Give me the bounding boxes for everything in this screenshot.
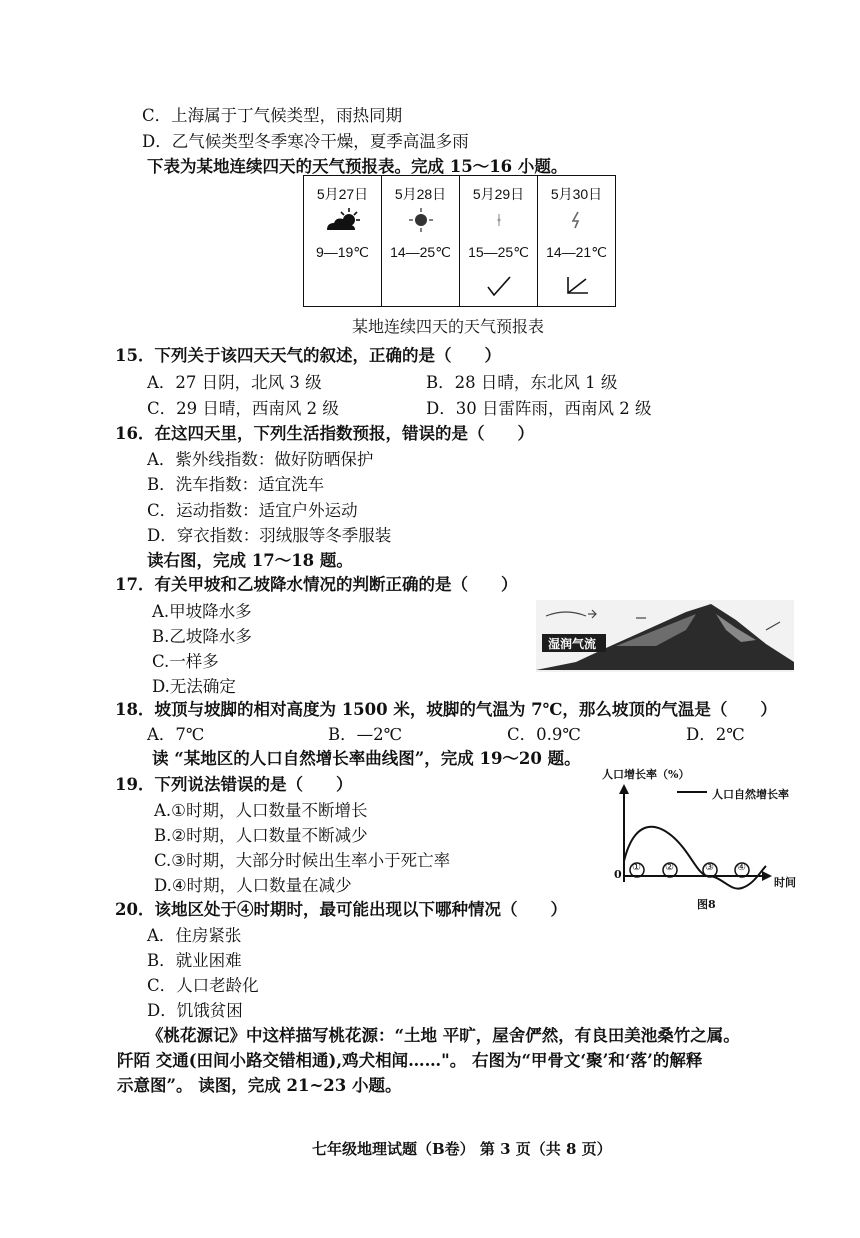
- q18-option-d: D．2℃: [686, 725, 745, 744]
- growth-curve: [624, 827, 766, 889]
- forecast-date: 5月28日: [394, 186, 447, 202]
- q20-option-c: C．人口老龄化: [147, 976, 259, 995]
- q19-option-c: C.③时期，大部分时候出生率小于死亡率: [154, 851, 451, 870]
- forecast-caption: 某地连续四天的天气预报表: [352, 317, 545, 336]
- q18-option-b: B．—2℃: [328, 725, 403, 744]
- chart-origin-label: 0: [614, 868, 622, 881]
- q15-option-a: A．27 日阴，北风 3 级: [147, 373, 322, 392]
- period-label-4: ④: [737, 862, 746, 873]
- forecast-day-3: [460, 176, 538, 307]
- forecast-temp: 9—19℃: [315, 244, 370, 260]
- q17-option-c: C.一样多: [152, 652, 219, 671]
- q16-option-c: C．运动指数：适宜户外运动: [147, 501, 358, 520]
- period-label-3: ③: [705, 862, 714, 873]
- period-markers: [630, 863, 749, 877]
- q16-option-b: B．洗车指数：适宜洗车: [147, 475, 325, 494]
- period-label-1: ①: [632, 862, 641, 873]
- q17-option-a: A.甲坡降水多: [152, 602, 252, 621]
- cloudy-sun-icon: [304, 206, 381, 234]
- chart-legend-label: 人口自然增长率: [712, 788, 789, 801]
- forecast-date: 5月30日: [550, 186, 603, 202]
- x-axis-arrow: [762, 871, 772, 881]
- forecast-temp: 14—25℃: [390, 244, 451, 260]
- forecast-temp: 14—21℃: [546, 244, 607, 260]
- q15-option-c: C．29 日晴，西南风 2 级: [147, 399, 339, 418]
- q15-stem: 15．下列关于该四天天气的叙述，正确的是（ ）: [115, 346, 501, 365]
- q17-option-b: B.乙坡降水多: [152, 627, 252, 646]
- chart-x-label: 时间: [774, 876, 796, 889]
- humid-airflow-label: 湿润气流: [548, 637, 597, 651]
- forecast-date: 5月27日: [316, 186, 369, 202]
- weather-forecast-table: [303, 175, 616, 307]
- forecast-day-1: [304, 176, 382, 307]
- q20-stem: 20．该地区处于④时期时，最可能出现以下哪种情况（ ）: [115, 900, 567, 919]
- page-footer: 七年级地理试题（B卷） 第 3 页（共 8 页）: [312, 1140, 612, 1158]
- q16-stem: 16．在这四天里，下列生活指数预报，错误的是（ ）: [115, 424, 534, 443]
- q19-option-a: A.①时期，人口数量不断增长: [154, 801, 368, 820]
- forecast-day-2: [382, 176, 460, 307]
- passage-line-2: 阡陌 交通(田间小路交错相通),鸡犬相闻……"。 右图为“甲骨文‘聚’和‘落’的解释: [117, 1051, 703, 1070]
- passage-line-3: 示意图”。 读图，完成 21~23 小题。: [117, 1076, 402, 1095]
- q18-option-a: A．7℃: [147, 725, 205, 744]
- forecast-temp: 15—25℃: [468, 244, 529, 260]
- intro-19-20: 读 “某地区的人口自然增长率曲线图”，完成 19～20 题。: [152, 749, 581, 768]
- q17-stem: 17．有关甲坡和乙坡降水情况的判断正确的是（ ）: [115, 575, 518, 594]
- mountain-figure: [536, 600, 794, 672]
- q16-option-a: A．紫外线指数：做好防晒保护: [147, 450, 374, 469]
- q20-option-d: D．饥饿贫困: [147, 1001, 243, 1020]
- passage-line-1: 《桃花源记》中这样描写桃花源：“土地 平旷，屋舍俨然，有良田美池桑竹之属。: [147, 1026, 740, 1045]
- population-growth-chart: [602, 766, 812, 916]
- intro-15-16: 下表为某地连续四天的天气预报表。完成 15～16 小题。: [147, 157, 568, 176]
- chart-caption: 图8: [697, 898, 716, 911]
- q19-option-b: B.②时期，人口数量不断减少: [154, 826, 368, 845]
- intro-17-18: 读右图，完成 17～18 题。: [147, 551, 353, 570]
- q19-option-d: D.④时期，人口数量在减少: [154, 876, 352, 895]
- q14-option-c: C．上海属于丁气候类型，雨热同期: [142, 106, 403, 125]
- q17-option-d: D.无法确定: [152, 677, 236, 696]
- y-axis-arrow: [619, 784, 629, 794]
- q15-option-b: B．28 日晴，东北风 1 级: [426, 373, 618, 392]
- q19-stem: 19．下列说法错误的是（ ）: [115, 775, 353, 794]
- q18-stem: 18．坡顶与坡脚的相对高度为 1500 米，坡脚的气温为 7℃，那么坡顶的气温是（ ）: [115, 700, 777, 719]
- q20-option-a: A．住房紧张: [147, 926, 242, 945]
- thunder-rain-icon: [538, 206, 615, 234]
- southwest-wind-2-icon: [460, 271, 537, 299]
- southwest-wind-2-icon: [538, 271, 615, 299]
- forecast-day-4: [538, 176, 616, 307]
- q18-option-c: C．0.9℃: [507, 725, 581, 744]
- q15-option-d: D．30 日雷阵雨，西南风 2 级: [426, 399, 652, 418]
- period-label-2: ②: [665, 862, 674, 873]
- chart-y-label: 人口增长率（%）: [602, 768, 690, 781]
- q16-option-d: D．穿衣指数：羽绒服等冬季服装: [147, 526, 392, 545]
- q20-option-b: B．就业困难: [147, 951, 242, 970]
- sun-icon: [382, 206, 459, 234]
- sun-icon: [460, 206, 537, 234]
- forecast-date: 5月29日: [472, 186, 525, 202]
- q14-option-d: D．乙气候类型冬季寒冷干燥，夏季高温多雨: [142, 132, 469, 151]
